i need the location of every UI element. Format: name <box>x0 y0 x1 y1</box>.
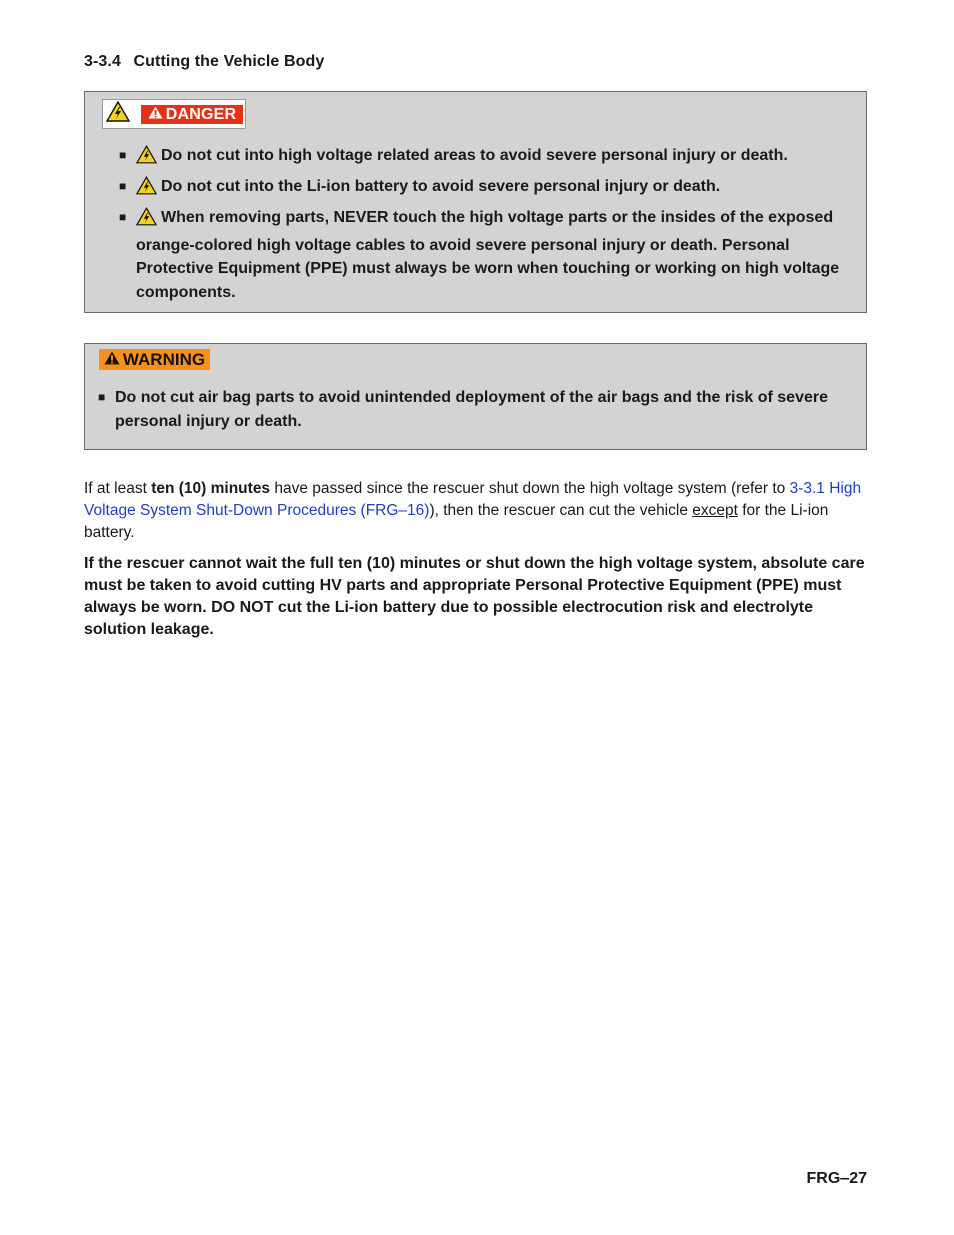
exclamation-triangle-icon <box>104 350 120 370</box>
exclamation-triangle-icon <box>148 106 163 124</box>
warning-item-text: Do not cut air bag parts to avoid unintended deployment of the air bags and the risk of severe personal injury or death. <box>115 389 828 430</box>
section-title: Cutting the Vehicle Body <box>133 53 325 70</box>
page-number: FRG‒27 <box>806 1170 867 1187</box>
text-run: for the Li-ion battery. <box>84 501 829 541</box>
danger-item-text: Do not cut into high voltage related areas to avoid severe personal injury or death. <box>161 147 788 164</box>
danger-item <box>119 206 849 304</box>
section-number: 3-3.4 <box>84 53 121 70</box>
square-bullet: ■ <box>98 390 106 404</box>
square-bullet: ■ <box>119 179 127 193</box>
danger-box <box>84 91 867 313</box>
danger-list <box>119 144 849 308</box>
body-paragraph <box>84 478 869 544</box>
bold-caution-paragraph: If the rescuer cannot wait the full ten (10) minutes or shut down the high voltage system, absolute care must be taken to avoid cutting HV parts and appropriate Personal Protective Equipment (PPE) must always be worn. DO NOT cut the Li-ion battery due to possible electrocution risk and electrolyte solution leakage. <box>84 555 865 638</box>
danger-item-text: Do not cut into the Li-ion battery to avoid severe personal injury or death. <box>161 178 721 195</box>
high-voltage-warning-icon <box>106 101 130 127</box>
warning-box <box>84 343 867 450</box>
square-bullet: ■ <box>119 148 127 162</box>
emphasis-text: ten (10) minutes <box>151 479 271 497</box>
danger-label-text: DANGER <box>165 105 237 123</box>
underlined-text: except <box>692 501 738 519</box>
square-bullet: ■ <box>119 210 127 224</box>
danger-item-text: When removing parts, NEVER touch the high voltage parts or the insides of the exposed orange-colored high voltage cables to avoid severe personal injury or death. Personal Protective Equipment (PPE) must always be worn when touching or working on high voltage components. <box>136 209 840 301</box>
warning-list <box>98 386 848 433</box>
text-run: ), then the rescuer can cut the vehicle <box>429 501 693 519</box>
section-heading <box>84 53 324 71</box>
danger-item <box>119 175 849 203</box>
text-run: If at least <box>84 479 152 497</box>
cross-reference-link[interactable]: 3-3.1 High Voltage System Shut-Down Procedures (FRG‒16) <box>84 479 862 519</box>
warning-label-text: WARNING <box>122 349 206 369</box>
high-voltage-warning-icon <box>136 176 157 203</box>
warning-item <box>98 386 848 433</box>
high-voltage-warning-icon <box>136 207 157 234</box>
text-run: have passed since the rescuer shut down the high voltage system (refer to <box>270 479 790 497</box>
danger-item <box>119 144 849 172</box>
warning-label <box>99 349 210 370</box>
danger-label <box>141 105 243 124</box>
high-voltage-warning-icon <box>136 145 157 172</box>
danger-header <box>102 99 246 129</box>
